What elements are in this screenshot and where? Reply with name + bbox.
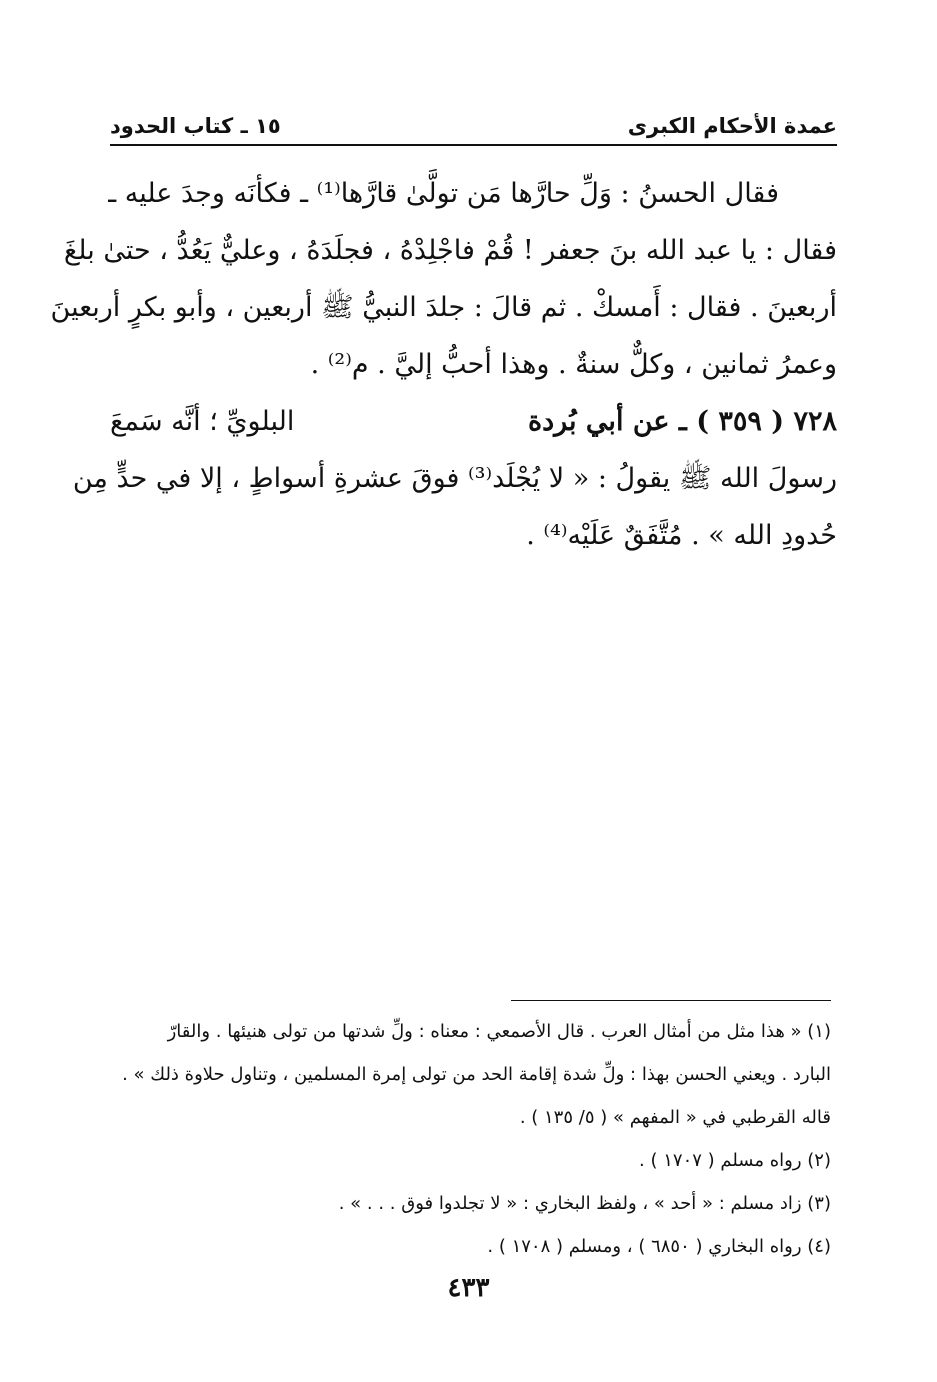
text-line: أربعينَ . فقال : أَمسكْ . ثم قالَ : جلدَ النبيُّ ﷺ أربعين ، وأبو بكرٍ أربعينَ <box>50 292 837 323</box>
hadith-heading <box>110 393 837 450</box>
footnotes <box>110 1010 831 1268</box>
footnote-line: (٢) رواه مسلم ( ١٧٠٧ ) . <box>639 1150 831 1171</box>
running-header <box>110 98 837 146</box>
footnote-line: (١) « هذا مثل من أمثال العرب . قال الأصمعي : معناه : ولِّ شدتها من تولى هنيئها . والقارّ <box>167 1021 831 1042</box>
footnote-line: (٣) زاد مسلم : « أحد » ، ولفظ البخاري : « لا تجلدوا فوق . . . » . <box>338 1193 831 1214</box>
main-text <box>50 165 837 564</box>
text-line: وعمرُ ثمانين ، وكلٌّ سنةٌ . وهذا أحبُّ إليَّ . م⁽²⁾ . <box>310 349 837 380</box>
text-line: فقال : يا عبد الله بنَ جعفر ! قُمْ فاجْلِدْهُ ، فجلَدَهُ ، وعليٌّ يَعُدُّ ، حتىٰ بلغَ <box>63 235 837 266</box>
text-line: حُدودِ الله » . مُتَّفَقٌ عَلَيْه⁽⁴⁾ . <box>526 520 837 551</box>
text-line: فقال الحسنُ : وَلِّ حارَّها مَن تولَّىٰ قارَّها⁽¹⁾ ـ فكأنَه وجدَ عليه ـ <box>108 178 779 209</box>
chapter-title: ١٥ ـ كتاب الحدود <box>110 114 281 138</box>
footnote-line: قاله القرطبي في « المفهم » ( ٥/ ١٣٥ ) . <box>519 1107 831 1128</box>
page-number: ٤٣٣ <box>447 1273 490 1303</box>
footnote-line: البارد . ويعني الحسن بهذا : ولِّ شدة إقامة الحد من تولى إمرة المسلمين ، وتناول حلاوة ذلك » . <box>122 1064 831 1085</box>
book-title: عمدة الأحكام الكبرى <box>627 114 837 138</box>
hadith-narrator-tail: البلويِّ ؛ أنَّه سَمعَ <box>110 406 295 437</box>
footnote-line: (٤) رواه البخاري ( ٦٨٥٠ ) ، ومسلم ( ١٧٠٨ ) . <box>487 1236 831 1257</box>
hadith-number: ٧٢٨ ( ٣٥٩ ) ـ عن أبي بُردة <box>527 406 837 437</box>
footnote-separator <box>511 1000 831 1001</box>
text-line: رسولَ الله ﷺ يقولُ : « لا يُجْلَد⁽³⁾ فوقَ عشرةِ أسواطٍ ، إلا في حدٍّ مِن <box>72 463 837 494</box>
